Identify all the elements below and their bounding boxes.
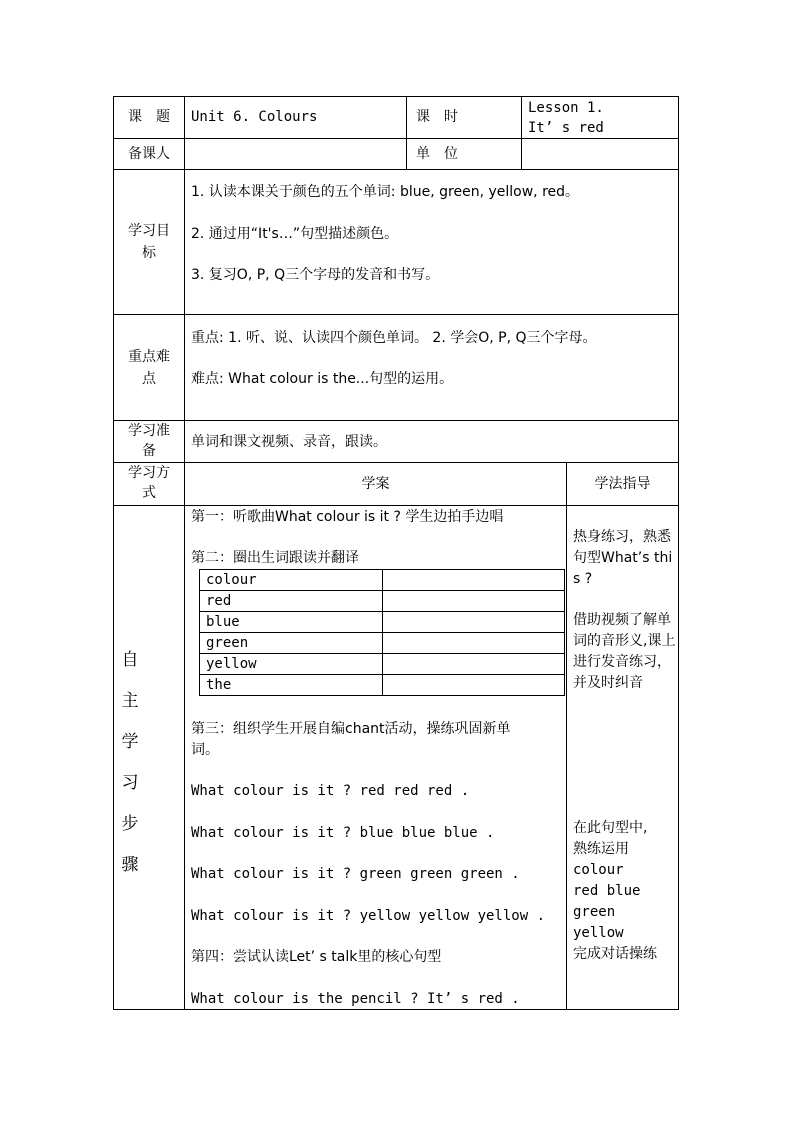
objectives-label-line1: 学习目 — [128, 223, 170, 239]
method-label-line2: 式 — [142, 485, 156, 501]
preparer-label: 备课人 — [128, 146, 170, 162]
table-row — [200, 654, 565, 675]
guidance-video: 借助视频了解单词的音形义,课上进行发音练习，并及时纠音 — [573, 612, 676, 691]
vocab-word: colour — [200, 570, 383, 591]
vocab-word: red — [200, 591, 383, 612]
guidance-drill-line: colour — [573, 862, 624, 878]
table-border-top — [113, 96, 679, 97]
step-2: 第二：圈出生词跟读并翻译 — [191, 550, 359, 566]
table-row — [200, 675, 565, 696]
table-row — [200, 570, 565, 591]
translation-cell[interactable] — [383, 612, 565, 633]
guidance-drill-line: green — [573, 904, 616, 920]
guide-header: 学法指导 — [594, 476, 651, 492]
table-border-bottom — [113, 1009, 679, 1010]
translation-cell[interactable] — [383, 591, 565, 612]
side-label-char: 学 — [121, 732, 139, 752]
step-1: 第一：听歌曲What colour is it ? 学生边拍手边唱 — [191, 509, 504, 525]
objective-item: 2. 通过用“It's…”句型描述颜色。 — [191, 226, 399, 242]
table-row — [200, 591, 565, 612]
vocab-word: green — [200, 633, 383, 654]
keypoints-label-line1: 重点难 — [128, 349, 170, 365]
chant-line: What colour is it ? yellow yellow yellow . — [191, 908, 546, 924]
chant-line: What colour is it ? red red red . — [191, 783, 470, 799]
row-divider — [113, 462, 679, 463]
col-divider — [184, 96, 185, 1010]
guidance-drill-line: yellow — [573, 925, 624, 941]
side-label-char: 主 — [121, 691, 139, 711]
col-divider — [521, 96, 522, 169]
keypoints-label-line2: 点 — [142, 371, 156, 387]
step-4: 第四：尝试认读Let’ s talk里的核心句型 — [191, 949, 442, 965]
plan-header: 学案 — [361, 476, 390, 492]
row-divider — [113, 169, 679, 170]
objective-item: 3. 复习O, P, Q三个字母的发音和书写。 — [191, 267, 440, 283]
row-divider — [113, 314, 679, 315]
table-row — [200, 612, 565, 633]
vocab-table — [199, 569, 565, 696]
vocab-word: the — [200, 675, 383, 696]
chant-line: What colour is it ? blue blue blue . — [191, 825, 495, 841]
preparation-label-line1: 学习准 — [128, 423, 170, 439]
translation-cell[interactable] — [383, 675, 565, 696]
guidance-drill-line: 完成对话操练 — [573, 946, 657, 962]
chant-line: What colour is it ? green green green . — [191, 866, 520, 882]
guidance-drill-line: 熟练运用 — [573, 841, 629, 857]
preparation-label-line2: 备 — [142, 443, 156, 459]
translation-cell[interactable] — [383, 654, 565, 675]
side-label-char: 习 — [121, 773, 139, 793]
period-value-line1: Lesson 1. — [528, 100, 604, 116]
objectives-label-line2: 标 — [142, 245, 156, 261]
preparation-value: 单词和课文视频、录音，跟读。 — [191, 434, 387, 450]
side-label-char: 骤 — [121, 855, 139, 875]
step-3-line2: 词。 — [191, 742, 219, 758]
method-label-line1: 学习方 — [128, 465, 170, 481]
row-divider — [113, 505, 679, 506]
unit-label: 单 位 — [416, 146, 458, 162]
guidance-drill-line: 在此句型中, — [573, 820, 648, 836]
translation-cell[interactable] — [383, 633, 565, 654]
difficult-point: 难点: What colour is the...句型的运用。 — [191, 371, 454, 387]
topic-label: 课 题 — [128, 109, 170, 125]
table-row — [200, 633, 565, 654]
step-4-example: What colour is the pencil ? It’ s red . — [191, 991, 520, 1007]
objective-item: 1. 认读本课关于颜色的五个单词: blue, green, yellow, red。 — [191, 184, 580, 200]
key-point: 重点: 1. 听、说、认读四个颜色单词。 2. 学会O, P, Q三个字母。 — [191, 330, 597, 346]
translation-cell[interactable] — [383, 570, 565, 591]
guidance-drill-line: red blue — [573, 883, 641, 899]
col-divider — [566, 462, 567, 1010]
period-value-line2: It’ s red — [528, 120, 604, 136]
vocab-word: yellow — [200, 654, 383, 675]
step-3-line1: 第三：组织学生开展自编chant活动，操练巩固新单 — [191, 721, 511, 737]
guidance-warmup: 热身练习，熟悉句型What’s this ? — [573, 529, 673, 587]
side-label-char: 步 — [121, 814, 139, 834]
vocab-word: blue — [200, 612, 383, 633]
topic-value: Unit 6. Colours — [191, 109, 318, 125]
period-label: 课 时 — [416, 109, 458, 125]
side-label-char: 自 — [121, 650, 139, 670]
row-divider — [113, 138, 679, 139]
table-border-right — [678, 96, 679, 1010]
row-divider — [113, 420, 679, 421]
